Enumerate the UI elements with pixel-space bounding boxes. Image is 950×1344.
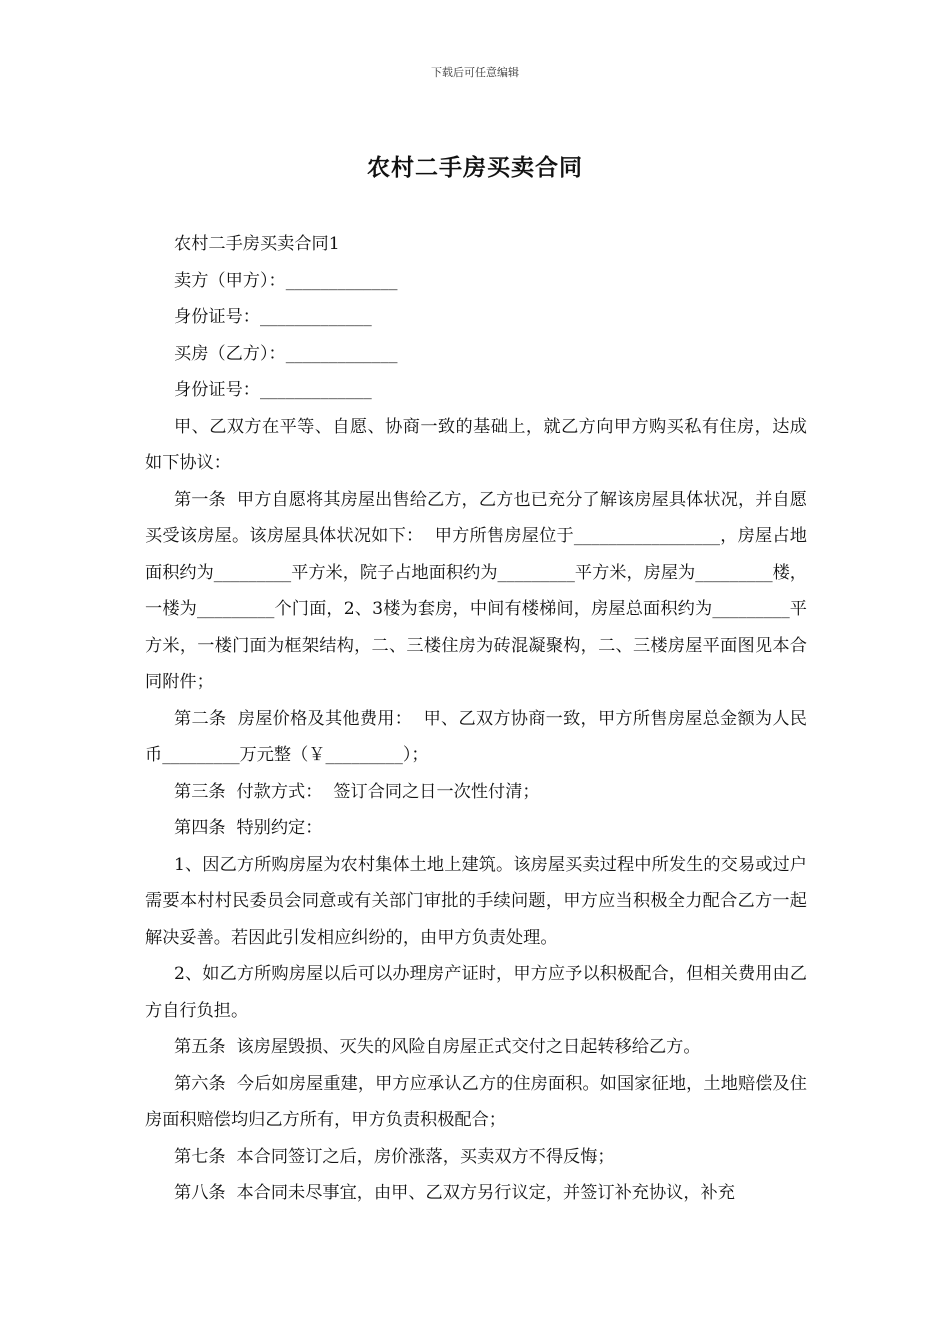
paragraph-seller-id: 身份证号：_____________ (174, 307, 372, 327)
paragraph-buyer-id: 身份证号：_____________ (174, 380, 372, 400)
document-body (145, 226, 807, 1212)
paragraph-article-2: 第二条 房屋价格及其他费用： 甲、乙双方协商一致，甲方所售房屋总金额为人民币_________万元整（￥_________）； (145, 708, 807, 765)
document-title: 农村二手房买卖合同 (367, 155, 583, 181)
paragraph-article-5: 第五条 该房屋毁损、灭失的风险自房屋正式交付之日起转移给乙方。 (174, 1037, 701, 1057)
paragraph-article-8: 第八条 本合同未尽事宜，由甲、乙双方另行议定，并签订补充协议，补充 (174, 1183, 735, 1203)
paragraph-article-4: 第四条 特别约定： (174, 818, 323, 838)
paragraph-article-7: 第七条 本合同签订之后，房价涨落，买卖双方不得反悔； (174, 1146, 615, 1167)
paragraph-preamble: 甲、乙双方在平等、自愿、协商一致的基础上，就乙方向甲方购买私有住房，达成如下协议： (145, 416, 807, 473)
paragraph-buyer: 买房（乙方）：_____________ (174, 343, 398, 364)
page-header-note: 下载后可任意编辑 (431, 66, 519, 79)
paragraph-article-3: 第三条 付款方式： 签订合同之日一次性付清； (174, 781, 540, 802)
paragraph-seller: 卖方（甲方）：_____________ (174, 270, 398, 291)
paragraph-article-4-item-2: 2、如乙方所购房屋以后可以办理房产证时，甲方应予以积极配合，但相关费用由乙方自行负担。 (145, 964, 807, 1021)
paragraph-article-4-item-1: 1、因乙方所购房屋为农村集体土地上建筑。该房屋买卖过程中所发生的交易或过户需要本村村民委员会同意或有关部门审批的手续问题，甲方应当积极全力配合乙方一起解决妥善。若因此引发相应纠纷的，由甲方负责处理。 (145, 854, 807, 948)
paragraph-article-1: 第一条 甲方自愿将其房屋出售给乙方，乙方也已充分了解该房屋具体状况，并自愿买受该房屋。该房屋具体状况如下： 甲方所售房屋位于_________________，房屋占地面积约为_________平方米，院子占地面积约为_________平方米，房屋为_________楼，一楼为_________个门面，2、3楼为套房，中间有楼梯间，房屋总面积约为_________平方米，一楼门面为框架结构，二、三楼住房为砖混凝聚构，二、三楼房屋平面图见本合同附件； (145, 489, 807, 692)
paragraph-article-6: 第六条 今后如房屋重建，甲方应承认乙方的住房面积。如国家征地，土地赔偿及住房面积赔偿均归乙方所有，甲方负责积极配合； (145, 1073, 807, 1130)
paragraph-subtitle: 农村二手房买卖合同1 (174, 234, 340, 254)
